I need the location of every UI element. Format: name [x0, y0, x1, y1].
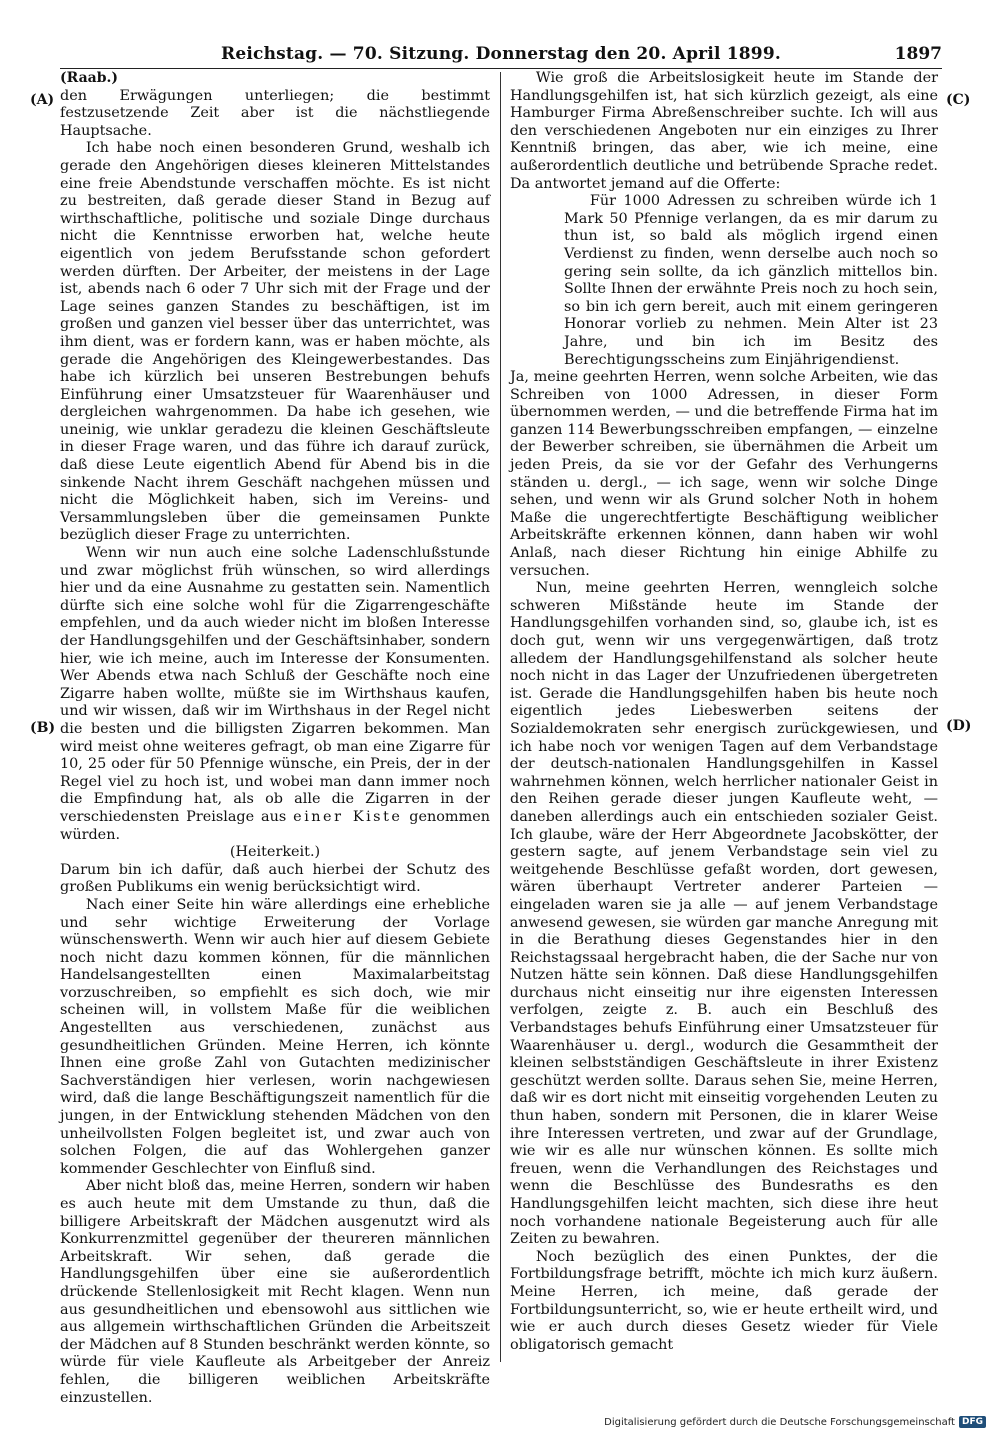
- paragraph: Aber nicht bloß das, meine Herren, sondern wir haben es auch heute mit dem Umstande zu thun, daß die billigere Arbeitskraft der Mädchen ausgenutzt wird als Konkurrenzmittel gegenüber der theureren männlichen Arbeitskraft. Wir sehen, daß gerade die Handlungsgehilfen über eine sie außerordentlich drückende Stellenlosigkeit mit Recht klagen. Wenn nun aus gesundheitlichen und ebensowohl aus sittlichen wie aus allgemein wirthschaftlichen Gründen die Arbeitszeit der Mädchen auf 8 Stunden beschränkt werden könnte, so würde für viele Kaufleute als Arbeitgeber der Anreiz fehlen, die billigeren weiblichen Arbeitskräfte einzustellen.: [60, 1178, 490, 1406]
- paragraph: Wie groß die Arbeitslosigkeit heute im Stande der Handlungsgehilfen ist, hat sich kürzlich gezeigt, als eine Hamburger Firma Abreßenschreiber suchte. Ich will aus den verschiedenen Angeboten nur ein einziges zu Ihrer Kenntniß bringen, das aber, wie ich meine, eine außerordentlich deutliche und betrübende Sprache redet. Da antwortet jemand auf die Offerte:: [510, 70, 938, 192]
- spaced-emphasis: einer Kiste: [293, 808, 403, 825]
- paragraph: Noch bezüglich des einen Punktes, der die Fortbildungsfrage betrifft, möchte ich mich kurz äußern. Meine Herren, ich meine, daß gerade der Fortbildungsunterricht, so, wie er heute ertheilt wird, und wie er auch durch dieses Gesetz wieder für Viele obligatorisch gemacht: [510, 1248, 938, 1353]
- paragraph-text: genommen würden.: [60, 808, 491, 843]
- paragraph: Nun, meine geehrten Herren, wenngleich solche schweren Mißstände heute im Stande der Handlungsgehilfen vorhanden sind, so, glaube ich, ist es doch gut, wenn wir uns vergegenwärtigen, daß trotz alledem der Handlungsgehilfenstand als solcher heute noch nicht in das Lager der Unzufriedenen übergetreten ist. Gerade die Handlungsgehilfen haben bis heute noch eigentlich jedes Liebeswerben seitens der Sozialdemokraten sehr energisch zurückgewiesen, und ich habe noch vor wenigen Tagen auf dem Verbandstage der deutsch-nationalen Handlungsgehilfen in Kassel wahrnehmen können, welch herrlicher nationaler Geist in den Reihen gerade dieser jungen Kaufleute weht, — daneben allerdings auch ein entschieden sozialer Geist. Ich glaube, wäre der Herr Abgeordnete Jacobskötter, der gestern sagte, auf jenem Verbandstage sein viel zu weitgehende Beschlüsse gefaßt worden, dort gewesen, wären überhaupt Vertreter anderer Parteien — eingeladen waren sie ja alle — auf jenem Verbandstage anwesend gewesen, sie würden gar manche Anregung mit in die Berathung dieses Gegenstandes hier in den Reichstagssaal hergebracht haben, die der Sache nur von Nutzen hätte sein können. Daß diese Handlungsgehilfen durchaus nicht einseitig nur ihre eigensten Interessen verfolgen, zeigte z. B. auch ein Beschluß des Verbandstages behufs Einführung einer Umsatzsteuer für Waarenhäuser u. dergl., wodurch die Gesammtheit der kleinen selbstständigen Geschäftsleute in ihrer Existenz geschützt werden sollte. Daraus sehen Sie, meine Herren, daß wir es dort nicht mit einseitig vorgehenden Leuten zu thun haben, sondern mit Personen, die in klarer Weise ihre Interessen vertreten, und zwar auf der Grundlage, wie wir es alle nur wünschen können. Es sollte mich freuen, wenn die Verhandlungen des Reichstages und wenn die Beschlüsse des Bundesraths es den Handlungsgehilfen leicht machten, sich diese ihre heut noch vorhandene nationale Begeisterung auch für alle Zeiten zu bewahren.: [510, 580, 938, 1248]
- paragraph: Ich habe noch einen besonderen Grund, weshalb ich gerade den Angehörigen dieses kleineren Mittelstandes eine freie Abendstunde verschaffen möchte. Es ist nicht zu bestreiten, daß gerade dieser Stand in Bezug auf wirthschaftliche, politische und soziale Dinge durchaus nicht die Kenntnisse erworben hat, welche heute eigentlich von jedem Berufsstande schon gefordert werden dürften. Der Arbeiter, der meistens in der Lage ist, abends nach 6 oder 7 Uhr sich mit der Frage und der Lage seines ganzen Standes zu beschäftigen, ist im großen und ganzen viel besser über das unterrichtet, was ihm dient, was er fordern kann, was er haben möchte, als gerade die Angehörigen des Kleingewerbestandes. Das habe ich kürzlich bei unseren Bestrebungen behufs Einführung einer Umsatzsteuer für Waarenhäuser und dergleichen wahrgenommen. Da habe ich gesehen, wie uneinig, wie unklar geradezu die kleinen Geschäftsleute in dieser Frage waren, und das führe ich darauf zurück, daß diese Leute eigentlich Abend für Abend bis in die sinkende Nacht ihrem Geschäft nachgehen müssen und nicht die Möglichkeit haben, sich im Vereins- und Versammlungsleben über die gemeinsamen Punkte bezüglich dieser Frage zu unterrichten.: [60, 140, 490, 544]
- margin-marker-c: (C): [946, 92, 971, 108]
- paragraph: [60, 545, 490, 844]
- margin-marker-a: (A): [30, 92, 55, 108]
- quoted-letter: Für 1000 Adressen zu schreiben würde ich 1 Mark 50 Pfennige verlangen, da es mir darum zu thun ist, so bald als möglich irgend einen Verdienst zu finden, wenn derselbe auch noch so gering sein sollte, da ich gänzlich mittellos bin. Sollte Ihnen der erwähnte Preis noch zu hoch sein, so bin ich gern bereit, auch mit einem geringeren Honorar vorlieb zu nehmen. Mein Alter ist 23 Jahre, und bin ich im Besitz des Berechtigungsscheins zum Einjährigendienst.: [564, 193, 938, 368]
- speaker-label: (Raab.): [60, 70, 119, 86]
- left-column: [60, 70, 490, 1407]
- digitization-credit: [604, 1416, 986, 1428]
- credit-text: Digitalisierung gefördert durch die Deutsche Forschungsgemeinschaft: [604, 1416, 955, 1428]
- right-column: [510, 70, 938, 1354]
- column-divider: [500, 72, 501, 1362]
- interjection: (Heiterkeit.): [229, 844, 321, 861]
- dfg-logo: DFG: [959, 1416, 986, 1428]
- paragraph: Darum bin ich dafür, daß auch hierbei der Schutz des großen Publikums ein wenig berücksichtigt wird.: [60, 861, 490, 896]
- running-title: Reichstag. — 70. Sitzung. Donnerstag den 20. April 1899.: [221, 44, 781, 64]
- paragraph: den Erwägungen unterliegen; die bestimmt festzusetzende Zeit aber ist die nächstliegende Hauptsache.: [60, 87, 490, 139]
- margin-marker-b: (B): [30, 720, 56, 736]
- page-header: [60, 44, 942, 69]
- page-number: 1897: [894, 44, 942, 64]
- paragraph: Ja, meine geehrten Herren, wenn solche Arbeiten, wie das Schreiben von 1000 Adressen, in dieser Form übernommen werden, — und die betreffende Firma hat im ganzen 114 Bewerbungsschreiben empfangen, — einzelne der Bewerber schreiben, sie übernähmen die Arbeit um jeden Preis, da sie vor der Gefahr des Verhungerns ständen u. dergl., — ich sage, wenn wir solche Dinge sehen, und wenn wir als Grund solcher Noth in hohem Maße die ungerechtfertigte Beschäftigung weiblicher Arbeitskräfte erkennen können, dann haben wir wohl Anlaß, nach dieser Richtung hin einige Abhilfe zu versuchen.: [510, 369, 938, 579]
- paragraph-text: Wenn wir nun auch eine solche Ladenschlußstunde und zwar möglichst früh wünschen, so wird allerdings hier und da eine Ausnahme zu gestatten sein. Namentlich dürfte sich eine solche wohl für die Zigarrengeschäfte empfehlen, und da auch wieder nicht im bloßen Interesse der Handlungsgehilfen und der Geschäftsinhaber, sondern hier, wie ich meine, auch im Interesse der Konsumenten. Wer Abends etwa nach Schluß der Geschäfte noch eine Zigarre haben wollte, müßte sie im Wirthshaus kaufen, und wir wissen, daß wir im Wirthshaus in der Regel nicht die besten und die billigsten Zigarren bekommen. Man wird meist ohne weiteres gefragt, ob man eine Zigarre für 10, 25 oder für 50 Pfennige wünsche, ein Preis, der in der Regel viel zu hoch ist, und wobei man dann immer noch die Empfindung hat, als ob alle die Zigarren in der verschiedensten Preislage aus: [60, 545, 490, 825]
- margin-marker-d: (D): [946, 718, 972, 734]
- paragraph: Nach einer Seite hin wäre allerdings eine erhebliche und sehr wichtige Erweiterung der Vorlage wünschenswerth. Wenn wir auch hier auf diesem Gebiete noch nicht dazu kommen können, für die männlichen Handelsangestellten einen Maximalarbeitstag vorzuschreiben, so empfiehlt es sich doch, wie mir scheinen will, in vollstem Maße für die weiblichen Angestellten aus verschiedenen, zunächst aus gesundheitlichen Gründen. Meine Herren, ich könnte Ihnen eine große Zahl von Gutachten medizinischer Sachverständigen hier verlesen, worin nachgewiesen wird, daß die lange Beschäftigungszeit namentlich für die jungen, in der Entwicklung stehenden Mädchen von den unheilvollsten Folgen begleitet ist, und zwar auch von solchen Folgen, die auf das Wohlergehen ganzer kommender Geschlechter von Einfluß sind.: [60, 896, 490, 1177]
